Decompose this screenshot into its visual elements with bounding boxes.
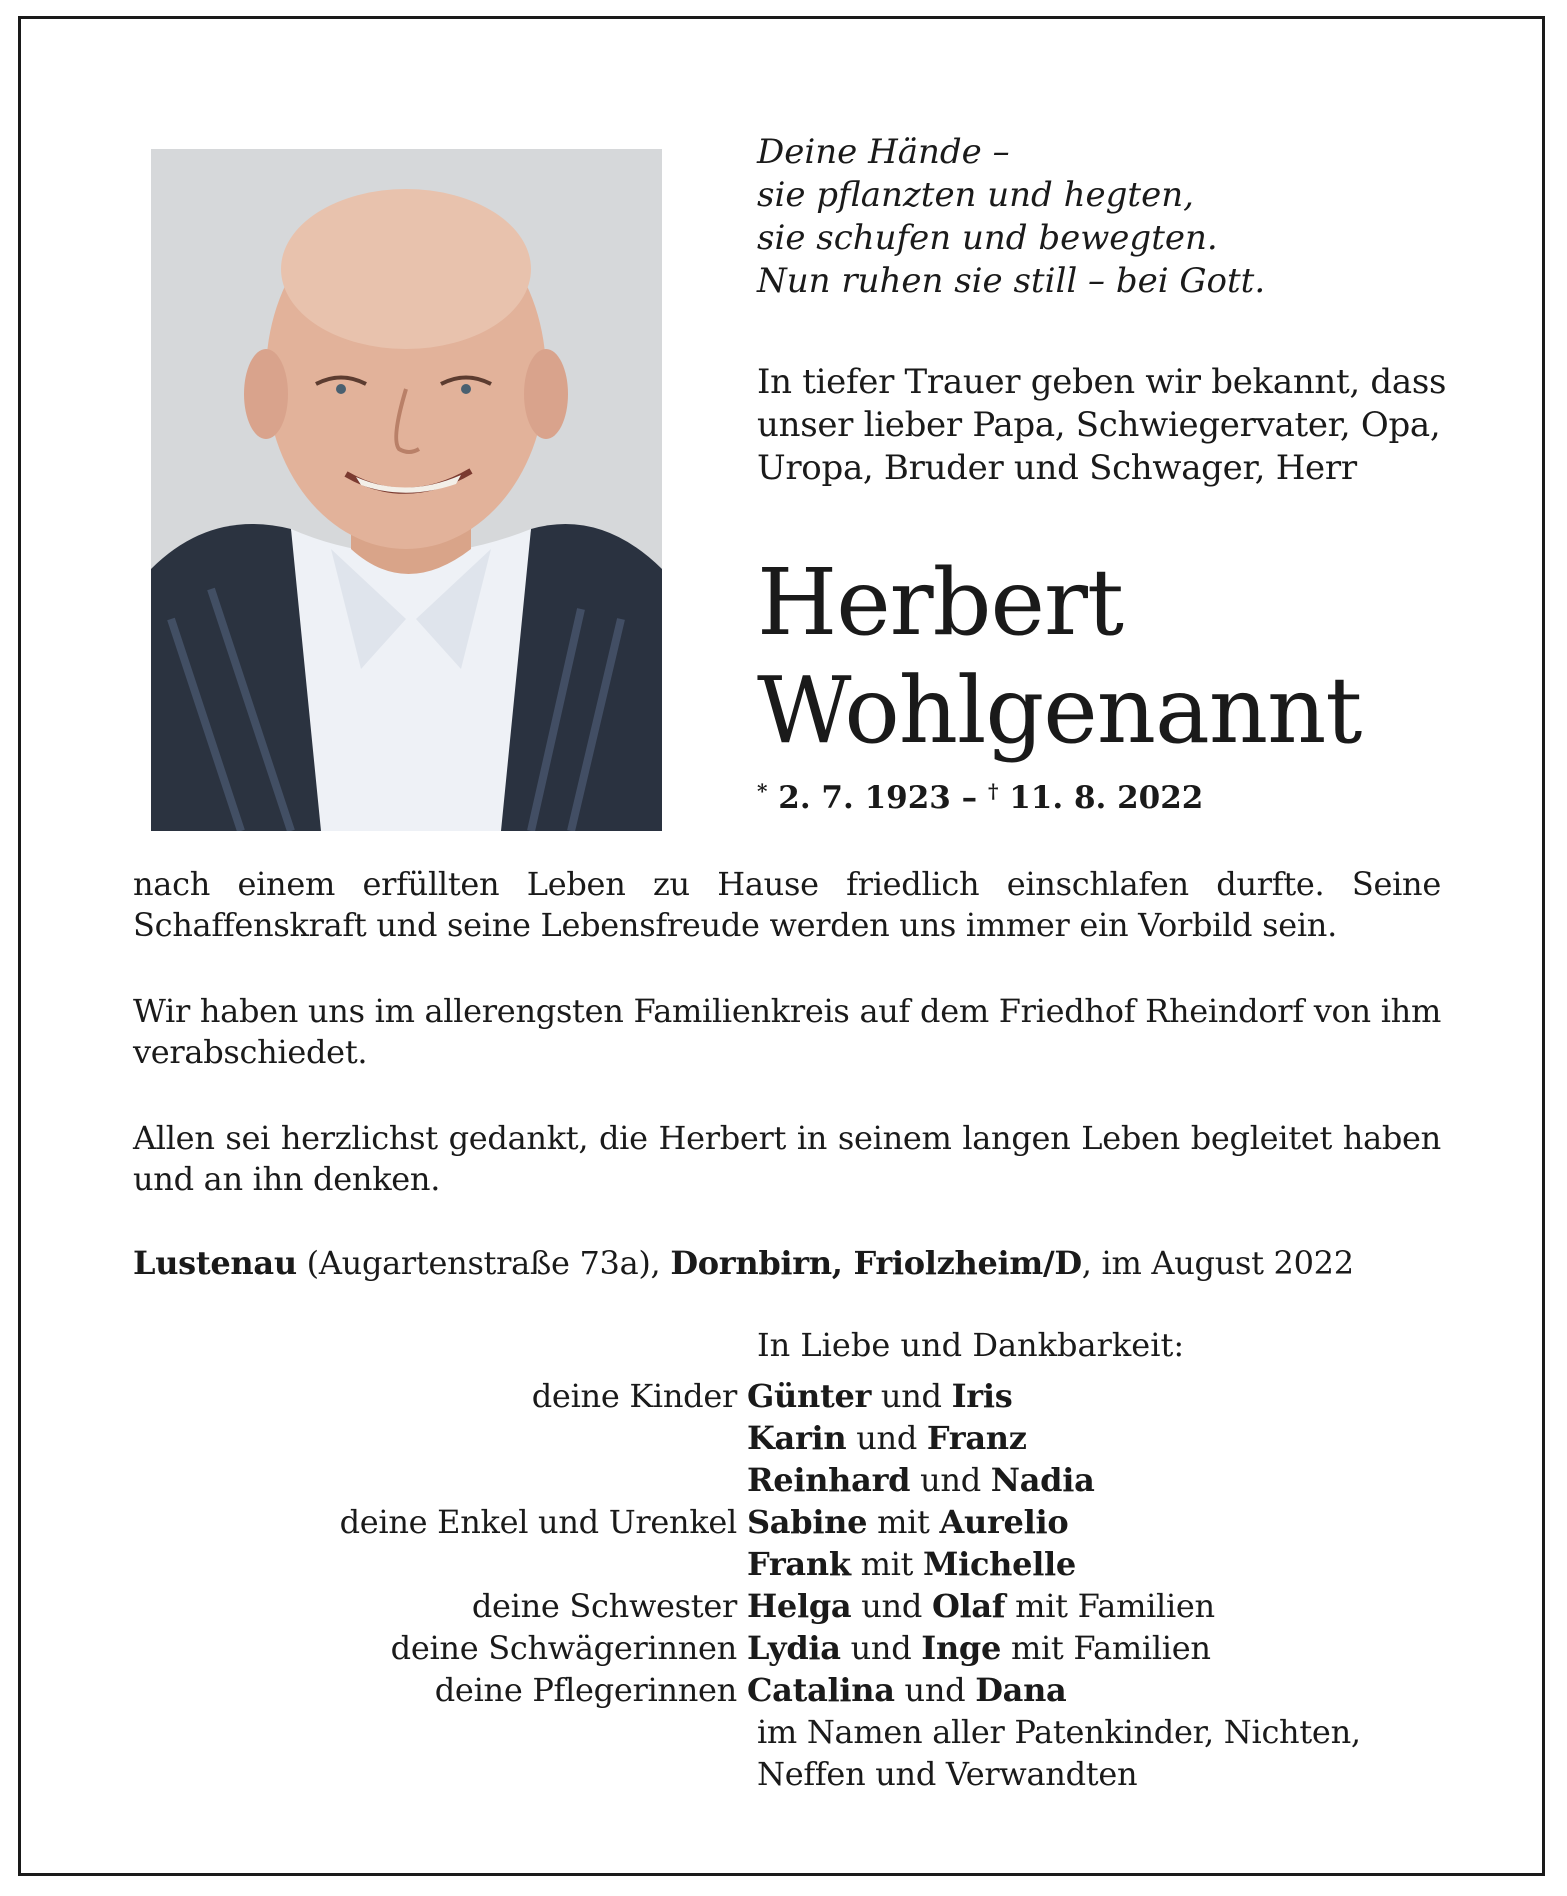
relative-name: Inge bbox=[921, 1629, 1002, 1667]
relative-name: Catalina bbox=[747, 1671, 895, 1709]
relative-name: Sabine bbox=[747, 1503, 868, 1541]
family-row bbox=[133, 1669, 1441, 1711]
relative-name: Iris bbox=[951, 1377, 1013, 1415]
connector-text: und bbox=[851, 1587, 932, 1625]
relative-name: Lydia bbox=[747, 1629, 841, 1667]
relative-name: Olaf bbox=[931, 1587, 1006, 1625]
relative-names bbox=[747, 1501, 1441, 1543]
relative-name: Dana bbox=[975, 1671, 1067, 1709]
relation-label: deine Pflegerinnen bbox=[434, 1671, 737, 1709]
relation-label bbox=[133, 1417, 747, 1459]
connector-text: und bbox=[894, 1671, 976, 1709]
connector-text: mit bbox=[867, 1503, 940, 1541]
closing-text bbox=[757, 1711, 1361, 1795]
relative-name: Günter bbox=[747, 1377, 872, 1415]
date-dash: – bbox=[961, 780, 978, 816]
deceased-name bbox=[757, 549, 1361, 765]
relation-label: deine Schwägerinnen bbox=[390, 1629, 737, 1667]
relative-names bbox=[747, 1417, 1441, 1459]
month-year: , im August 2022 bbox=[1081, 1244, 1354, 1282]
relation-label: deine Schwester bbox=[471, 1587, 737, 1625]
relative-name: Aurelio bbox=[939, 1503, 1069, 1541]
connector-text: und bbox=[910, 1461, 991, 1499]
relative-names bbox=[747, 1669, 1441, 1711]
death-cross-icon: † bbox=[987, 779, 999, 803]
portrait-photo bbox=[151, 149, 662, 831]
poem-line: Deine Hände – bbox=[757, 132, 1010, 172]
connector-text: mit Familien bbox=[1005, 1587, 1215, 1625]
relation-label: deine Kinder bbox=[531, 1377, 737, 1415]
relative-names bbox=[747, 1375, 1441, 1417]
connector-text: mit Familien bbox=[1001, 1629, 1211, 1667]
poem-line: Nun ruhen sie still – bei Gott. bbox=[757, 261, 1266, 301]
relative-names bbox=[747, 1627, 1441, 1669]
poem bbox=[757, 131, 1265, 303]
birth-date: 2. 7. 1923 bbox=[778, 780, 951, 816]
relation-label bbox=[133, 1459, 747, 1501]
family-row bbox=[133, 1543, 1441, 1585]
life-dates bbox=[757, 779, 1203, 816]
intro-text bbox=[757, 361, 1446, 490]
relative-names bbox=[747, 1585, 1441, 1627]
paragraph: Allen sei herzlichst gedankt, die Herbert in seinem langen Leben begleitet haben und an ihn denken. bbox=[133, 1119, 1441, 1198]
place-date-line bbox=[133, 1243, 1441, 1284]
portrait-illustration bbox=[151, 149, 662, 831]
connector-text: mit bbox=[850, 1545, 923, 1583]
relative-names bbox=[747, 1543, 1441, 1585]
family-row bbox=[133, 1627, 1441, 1669]
intro-line: Uropa, Bruder und Schwager, Herr bbox=[757, 448, 1357, 488]
signoff: In Liebe und Dankbarkeit: bbox=[757, 1326, 1185, 1364]
connector-text: und bbox=[840, 1629, 922, 1667]
relative-name: Nadia bbox=[990, 1461, 1095, 1499]
intro-line: In tiefer Trauer geben wir bekannt, dass bbox=[757, 362, 1447, 402]
paragraph: Wir haben uns im allerengsten Familienkreis auf dem Friedhof Rheindorf von ihm verabschiedet. bbox=[133, 992, 1441, 1071]
relative-name: Frank bbox=[747, 1545, 851, 1583]
relative-name: Karin bbox=[747, 1419, 847, 1457]
relative-name: Helga bbox=[747, 1587, 852, 1625]
birth-star-icon: * bbox=[757, 779, 768, 803]
family-row bbox=[133, 1501, 1441, 1543]
family-row bbox=[133, 1375, 1441, 1417]
last-name: Wohlgenannt bbox=[757, 657, 1362, 764]
relation-label bbox=[133, 1543, 747, 1585]
relative-names bbox=[747, 1459, 1441, 1501]
connector-text: und bbox=[871, 1377, 952, 1415]
death-date: 11. 8. 2022 bbox=[1009, 780, 1204, 816]
paragraph: nach einem erfüllten Leben zu Hause friedlich einschlafen durfte. Seine Schaffenskraft und seine Lebensfreude werden uns immer ein Vorbild sein. bbox=[133, 865, 1441, 944]
poem-line: sie pflanzten und hegten, bbox=[757, 175, 1194, 215]
obituary-card bbox=[18, 16, 1545, 1876]
family-list bbox=[133, 1375, 1441, 1711]
closing-line: Neffen und Verwandten bbox=[757, 1755, 1138, 1793]
family-row bbox=[133, 1585, 1441, 1627]
poem-line: sie schufen und bewegten. bbox=[757, 218, 1218, 258]
relation-label: deine Enkel und Urenkel bbox=[339, 1503, 737, 1541]
relative-name: Franz bbox=[926, 1419, 1027, 1457]
relative-name: Reinhard bbox=[747, 1461, 911, 1499]
closing-line: im Namen aller Patenkinder, Nichten, bbox=[757, 1713, 1361, 1751]
towns-dornbirn-friolzheim: Dornbirn, Friolzheim/D bbox=[670, 1244, 1082, 1282]
intro-line: unser lieber Papa, Schwiegervater, Opa, bbox=[757, 405, 1441, 445]
family-row bbox=[133, 1417, 1441, 1459]
first-name: Herbert bbox=[757, 549, 1123, 656]
connector-text: und bbox=[846, 1419, 927, 1457]
relative-name: Michelle bbox=[923, 1545, 1076, 1583]
address: (Augartenstraße 73a), bbox=[296, 1244, 671, 1282]
family-row bbox=[133, 1459, 1441, 1501]
town-lustenau: Lustenau bbox=[133, 1244, 297, 1282]
